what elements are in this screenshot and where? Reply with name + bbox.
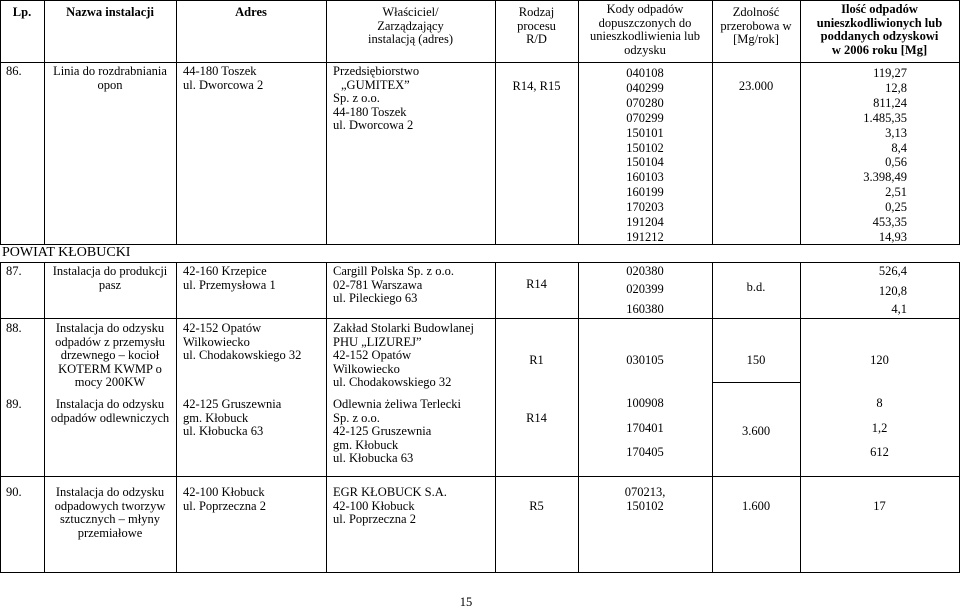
row-89-lp: 89. <box>6 397 22 411</box>
row-89-zdolnosc: 3.600 <box>741 424 771 438</box>
col-border-kody <box>712 262 713 572</box>
row-90-rodzaj: R5 <box>529 499 544 513</box>
row-87-ilosc-3: 4,1 <box>891 302 907 316</box>
table-top-border <box>0 0 960 1</box>
row-90-adres: 42-100 Kłobuck ul. Poprzeczna 2 <box>183 485 266 513</box>
row-88-lp: 88. <box>6 321 22 335</box>
row-89-nazwa: Instalacja do odzysku odpadów odlewniczych <box>50 397 170 425</box>
row-87-adres: 42-160 Krzepice ul. Przemysłowa 1 <box>183 264 276 292</box>
row-87-nazwa: Instalacja do produkcji pasz <box>52 264 168 292</box>
row-86-rodzaj: R14, R15 <box>512 79 561 93</box>
row-87-zdolnosc: b.d. <box>746 280 766 294</box>
row-88-rodzaj: R1 <box>529 353 544 367</box>
header-adres: Adres <box>235 5 267 19</box>
row-87-rodzaj: R14 <box>526 277 547 291</box>
header-lp: Lp. <box>12 5 32 19</box>
row-89-bottom-border <box>0 476 960 477</box>
row-86-lp: 86. <box>6 64 22 78</box>
header-bottom-border <box>0 62 960 63</box>
row-87-kod-1: 020380 <box>626 264 664 278</box>
row-87-wlasciciel: Cargill Polska Sp. z o.o. 02-781 Warszawa ul. Pileckiego 63 <box>333 264 454 306</box>
row-88-nazwa: Instalacja do odzysku odpadów z przemysłu drzewnego – kocioł KOTERM KWMP o mocy 200KW <box>55 321 165 390</box>
row-89-kod-3: 170405 <box>626 445 664 459</box>
header-wlasciciel: Właściciel/ Zarządzający instalacją (adres) <box>367 5 454 47</box>
row-86-kody: 040108 040299 070280 070299 150101 150102 150104 160103 160199 170203 191204 191212 <box>626 66 664 244</box>
row-88-zdolnosc: 150 <box>746 353 766 367</box>
row-86-nazwa: Linia do rozdrabniania opon <box>53 64 167 92</box>
row-90-nazwa: Instalacja do odzysku odpadowych tworzyw sztucznych – młyny przemiałowe <box>54 485 166 540</box>
header-zdolnosc: Zdolność przerobowa w [Mg/rok] <box>720 5 792 47</box>
col-border-adres <box>326 262 327 572</box>
row-87-lp: 87. <box>6 264 22 278</box>
section-heading: POWIAT KŁOBUCKI <box>2 245 131 260</box>
row-87-ilosc-2: 120,8 <box>878 284 907 298</box>
header-ilosc: Ilość odpadów unieszkodliwionych lub poddanych odzyskowi w 2006 roku [Mg] <box>816 2 943 57</box>
col-border-nazwa <box>176 262 177 572</box>
row-86-adres: 44-180 Toszek ul. Dworcowa 2 <box>183 64 264 92</box>
row-89-kod-1: 100908 <box>626 396 664 410</box>
row-86-ilosc: 119,27 12,8 811,24 1.485,35 3,13 8,4 0,56 3.398,49 2,51 0,25 453,35 14,93 <box>863 66 907 244</box>
page-number: 15 <box>459 595 473 609</box>
col-border-left <box>0 0 1 244</box>
row-88-kod: 030105 <box>626 353 664 367</box>
col-border-left <box>0 262 1 572</box>
row-88-zdolnosc-divider <box>712 382 800 383</box>
header-nazwa: Nazwa instalacji <box>66 5 154 19</box>
row-89-rodzaj: R14 <box>526 411 547 425</box>
table-bottom-border <box>0 572 960 573</box>
header-rodzaj: Rodzaj procesu R/D <box>517 5 556 47</box>
row-89-kod-2: 170401 <box>626 421 664 435</box>
row-89-ilosc-1: 8 <box>876 396 883 410</box>
row-90-kody: 070213, 150102 <box>624 485 666 513</box>
col-border-nazwa <box>176 0 177 244</box>
row-86-wlasciciel: Przedsiębiorstwo „GUMITEX” Sp. z o.o. 44-180 Toszek ul. Dworcowa 2 <box>333 64 420 133</box>
row-87-ilosc-1: 526,4 <box>878 264 907 278</box>
row-87-kod-3: 160380 <box>626 302 664 316</box>
row-88-wlasciciel: Zakład Stolarki Budowlanej PHU „LIZUREJ” 42-152 Opatów Wilkowiecko ul. Chodakowskiego 32 <box>333 321 474 390</box>
row-87-bottom-border <box>0 318 960 319</box>
row-90-zdolnosc: 1.600 <box>741 499 771 513</box>
row-89-ilosc-2: 1,2 <box>871 421 888 435</box>
row-89-adres: 42-125 Gruszewnia gm. Kłobuck ul. Kłobucka 63 <box>183 397 282 439</box>
header-kody: Kody odpadów dopuszczonych do unieszkodliwienia lub odzysku <box>589 2 701 57</box>
row-88-adres: 42-152 Opatów Wilkowiecko ul. Chodakowskiego 32 <box>183 321 302 363</box>
row-90-lp: 90. <box>6 485 22 499</box>
row-90-wlasciciel: EGR KŁOBUCK S.A. 42-100 Kłobuck ul. Poprzeczna 2 <box>333 485 447 527</box>
row-88-ilosc: 120 <box>870 353 889 367</box>
row-90-ilosc: 17 <box>873 499 886 513</box>
row-87-kod-2: 020399 <box>626 282 664 296</box>
row-89-wlasciciel: Odlewnia żeliwa Terlecki Sp. z o.o. 42-125 Gruszewnia gm. Kłobuck ul. Kłobucka 63 <box>333 397 462 466</box>
row-86-zdolnosc: 23.000 <box>738 79 774 93</box>
section-bottom-border <box>0 262 960 263</box>
row-89-ilosc-3: 612 <box>870 445 889 459</box>
col-border-lp <box>44 0 45 244</box>
